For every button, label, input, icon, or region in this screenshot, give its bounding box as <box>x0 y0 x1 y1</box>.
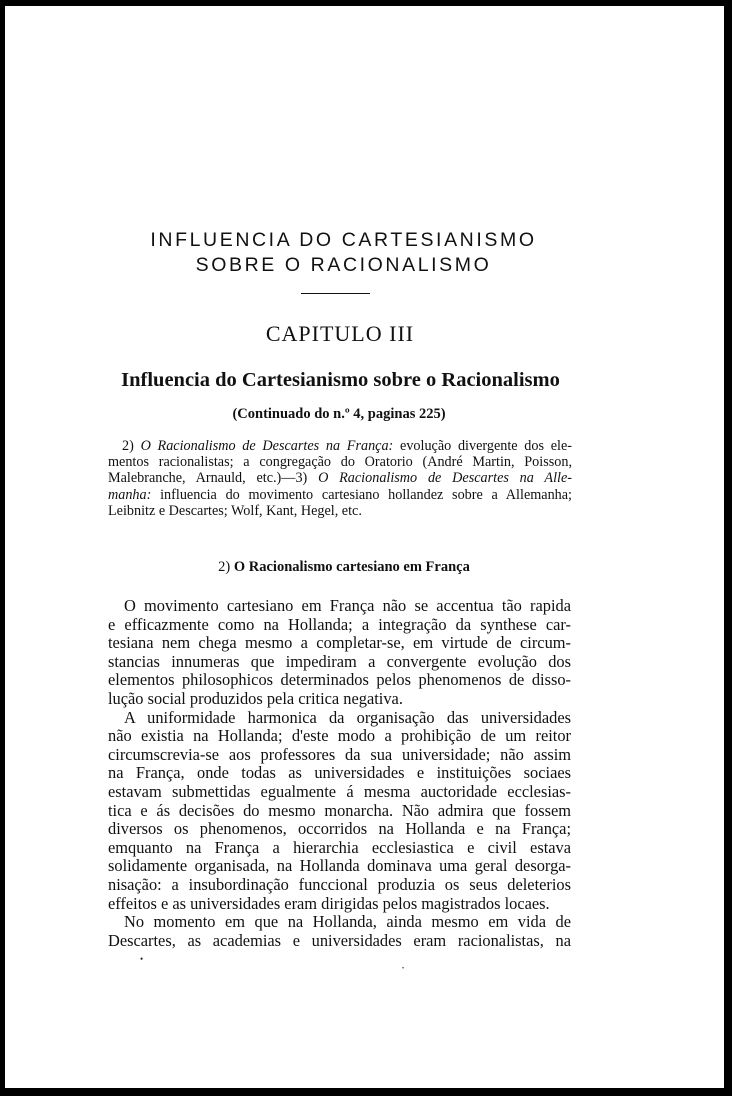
body-line: e efficazmente como na Hollanda; a integração da synthese car- <box>108 614 571 634</box>
ink-speck: • <box>140 954 144 964</box>
title-divider <box>301 293 370 294</box>
summary-line: Leibnitz e Descartes; Wolf, Kant, Hegel, etc. <box>108 502 362 519</box>
chapter-heading: CAPITULO III <box>265 321 415 346</box>
body-line: lução social produzidos pela critica negativa. <box>108 688 403 708</box>
body-line: A uniformidade harmonica da organisação das universidades <box>124 707 571 727</box>
body-line: O movimento cartesiano em França não se accentua tão rapida <box>124 596 571 615</box>
body-line: solidamente organisada, na Hollanda dominava uma geral desorga- <box>108 856 571 876</box>
section-number: 2) <box>218 559 231 575</box>
body-line: No momento em que na Hollanda, ainda mesmo em vida de <box>124 912 571 932</box>
body-line: circumscrevia-se aos professores da sua universidade; não assim <box>108 744 571 764</box>
body-line: na França, onde todas as universidades e instituições sociaes <box>108 763 571 783</box>
summary-line: Malebranche, Arnauld, etc.)—3) O Racionalismo de Descartes na Alle- <box>108 470 572 487</box>
body-line: emquanto na França a hierarchia ecclesiastica e civil estava <box>108 837 571 857</box>
main-title-line-2: SOBRE O RACIONALISMO <box>195 254 492 276</box>
body-line: effeitos e as universidades eram dirigidas pelos magistrados locaes. <box>108 893 550 913</box>
body-line: Descartes, as academias e universidades eram racionalistas, na <box>108 930 571 950</box>
section-heading <box>5 558 683 576</box>
body-line: diversos os phenomenos, occorridos na Hollanda e na França; <box>108 819 571 839</box>
body-line: não existia na Hollanda; d'este modo a prohibição de um reitor <box>108 726 571 746</box>
summary-line: 2) O Racionalismo de Descartes na França: evolução divergente dos ele- <box>122 438 573 454</box>
main-title-line-1: INFLUENCIA DO CARTESIANISMO <box>150 229 537 251</box>
section-title: O Racionalismo cartesiano em França <box>233 559 470 575</box>
body-line: stancias innumeras que impediram a convergente evolução dos <box>108 651 571 671</box>
body-line: tica e ás decisões do mesmo monarcha. Não admira que fossem <box>108 800 571 820</box>
summary-line: mentos racionalistas; a congregação do Oratorio (André Martin, Poisson, <box>108 454 572 471</box>
continuation-note: (Continuado do n.º 4, paginas 225) <box>232 406 446 422</box>
document-page <box>5 6 724 1088</box>
summary-line: manha: influencia do movimento cartesiano hollandez sobre a Allemanha; <box>108 486 572 503</box>
body-text <box>108 597 571 950</box>
ink-speck: • <box>402 966 405 972</box>
body-line: estavam submettidas egualmente á mesma auctoridade ecclesias- <box>108 781 571 801</box>
body-line: nisação: a insubordinação funccional produzia os seus deleterios <box>108 874 571 894</box>
chapter-summary <box>108 438 572 519</box>
chapter-subtitle: Influencia do Cartesianismo sobre o Racionalismo <box>121 369 560 391</box>
body-line: elementos philosophicos determinados pelos phenomenos de disso- <box>108 670 571 690</box>
body-line: tesiana nem chega mesmo a completar-se, em virtude de circum- <box>108 633 571 653</box>
